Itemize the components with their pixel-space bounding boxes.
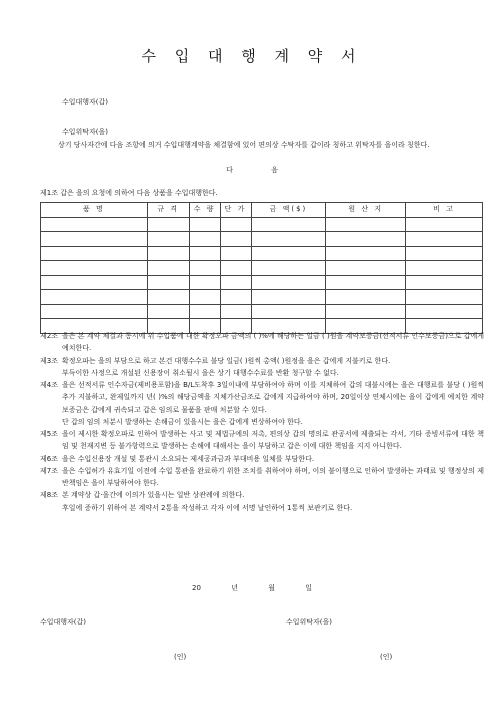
table-cell[interactable]	[251, 232, 326, 247]
table-cell[interactable]	[251, 261, 326, 276]
article-number: 제6조	[40, 454, 58, 463]
table-cell[interactable]	[189, 232, 220, 247]
table-cell[interactable]	[147, 261, 189, 276]
table-cell[interactable]	[406, 261, 483, 276]
seal-mark-b[interactable]: (인)	[380, 653, 393, 661]
date-year-label: 년	[231, 584, 238, 592]
table-cell[interactable]	[220, 304, 251, 319]
contract-date	[0, 584, 504, 593]
table-cell[interactable]	[326, 261, 406, 276]
table-cell[interactable]	[220, 261, 251, 276]
signature-party-b: 수입위탁자(을)	[286, 618, 333, 626]
table-cell[interactable]	[189, 246, 220, 261]
table-cell[interactable]	[220, 290, 251, 305]
table-cell[interactable]	[406, 217, 483, 232]
table-row	[41, 304, 483, 319]
document-title: 수 입 대 행 계 약 서	[141, 47, 363, 65]
header-qty: 수 량	[189, 203, 220, 218]
article-1: 제1조 갑은 을의 요청에 의하여 다음 상품을 수입대행한다.	[40, 189, 218, 197]
table-cell[interactable]	[326, 246, 406, 261]
article-number: 제4조	[40, 381, 58, 389]
table-cell[interactable]	[326, 304, 406, 319]
article-number: 제3조	[40, 356, 58, 365]
article-number: 제7조	[40, 466, 58, 475]
table-cell[interactable]	[326, 290, 406, 305]
table-cell[interactable]	[251, 217, 326, 232]
article-text: 을은 수입신용장 개설 및 통관시 소요되는 제세공과금과 부대비용 일체를 부담한다.	[62, 454, 315, 463]
article-text: 후일에 증하기 위하여 본 계약서 2통을 작성하고 각자 이에 서명 날인하여 1통씩 보관키로 한다.	[62, 503, 353, 512]
article-text: 을은 선적서류 인수자금(제비용포함)을 B/L도착후 3일이내에 부담하여야 하며 이를 지체하여 갑의 대불시에는 을은 대행료를 불당 ( )원씩 추가 지불하고, 완제일까지 년( )%의 해당금액을 지체가산금조로 갑에게 지급하여야 하며, 20일이상 연체시에는 을이 갑에게 예치한 계약보증금은 갑에게 귀속되고 갑은 임의로 물품을 판매 처분할 수 있다.	[62, 381, 484, 414]
table-cell[interactable]	[189, 275, 220, 290]
date-day-label: 일	[305, 584, 312, 592]
table-cell[interactable]	[406, 275, 483, 290]
article-6	[40, 453, 484, 465]
dagum-da: 다	[226, 166, 233, 174]
table-row	[41, 275, 483, 290]
table-cell[interactable]	[147, 217, 189, 232]
article-number	[40, 416, 62, 428]
header-origin: 원 산 지	[326, 203, 406, 218]
article-3	[40, 355, 484, 367]
article-number	[40, 367, 62, 379]
article-7	[40, 465, 484, 490]
article-text: 을은 수입허가 유효기일 이전에 수입 통관을 완료하기 위한 조치를 취하여야 하며, 이의 불이행으로 인하여 발생하는 과태료 및 행정상의 제반책임은 을이 부담하여야 한다.	[62, 466, 484, 487]
goods-table	[40, 202, 483, 334]
table-cell[interactable]	[41, 217, 148, 232]
article-4	[40, 379, 484, 416]
table-cell[interactable]	[220, 217, 251, 232]
articles-section	[40, 330, 484, 514]
table-cell[interactable]	[220, 275, 251, 290]
table-cell[interactable]	[251, 275, 326, 290]
table-cell[interactable]	[147, 246, 189, 261]
article-text: 부득이한 사정으로 개설된 신용장이 취소될시 을은 상기 대행수수료를 반환 청구할 수 없다.	[62, 368, 339, 377]
header-spec: 규 격	[147, 203, 189, 218]
table-row	[41, 246, 483, 261]
article-text: 본 계약상 갑·을간에 이의가 있을시는 일반 상관례에 의한다.	[62, 491, 245, 500]
article-2	[40, 330, 484, 355]
header-unit-price: 단 가	[220, 203, 251, 218]
intro-paragraph: 상기 당사자간에 다음 조항에 의거 수입대행계약을 체결함에 있어 편의상 수탁자를 갑이라 칭하고 위탁자를 을이라 칭한다.	[58, 141, 430, 149]
seal-mark-a[interactable]: (인)	[174, 653, 187, 661]
table-row	[41, 261, 483, 276]
table-cell[interactable]	[251, 304, 326, 319]
dagum-heading	[0, 166, 504, 175]
date-month-label: 월	[268, 584, 275, 592]
article-text: 확정오파는 을의 부담으로 하고 본건 대행수수료 불당 일금( )원씩 총액( )원정을 을은 갑에게 지불키로 한다.	[62, 356, 391, 365]
table-cell[interactable]	[147, 275, 189, 290]
table-cell[interactable]	[41, 261, 148, 276]
table-cell[interactable]	[326, 275, 406, 290]
table-row	[41, 217, 483, 232]
table-cell[interactable]	[189, 217, 220, 232]
table-cell[interactable]	[41, 304, 148, 319]
table-cell[interactable]	[189, 261, 220, 276]
table-cell[interactable]	[41, 290, 148, 305]
party-b-label: 수입위탁자(을)	[62, 128, 109, 136]
table-cell[interactable]	[41, 232, 148, 247]
goods-table-header	[41, 203, 483, 218]
table-cell[interactable]	[326, 217, 406, 232]
article-number: 제2조	[40, 332, 58, 340]
table-cell[interactable]	[147, 232, 189, 247]
article-4-note	[40, 416, 484, 428]
table-cell[interactable]	[41, 246, 148, 261]
table-cell[interactable]	[406, 290, 483, 305]
article-number: 제5조	[40, 430, 58, 438]
article-number: 제8조	[40, 491, 58, 500]
table-cell[interactable]	[147, 290, 189, 305]
article-3-note	[40, 367, 484, 379]
article-text: 단 갑의 임의 처분시 발생하는 손해금이 있을시는 을은 갑에게 변상하여야 한다.	[62, 417, 303, 426]
article-text: 을이 제시한 확정오파로 인하여 발생하는 사고 및 제법규에의 저촉, 편의상 갑의 명의로 관공서에 제출되는 각서, 기타 증빙서류에 대한 책임 및 천재지변 등 불가항력으로 발생하는 손해에 대해서는 을이 부담하고 갑은 이에 대한 책임을 지지 아니한다.	[62, 430, 484, 451]
table-cell[interactable]	[189, 290, 220, 305]
table-cell[interactable]	[41, 275, 148, 290]
article-text: 을은 본 계약 체결과 동시에 위 수입품에 대한 확정오파 금액의 ( )%에 해당하는 일금 ( )원을 계약보증금(선적서류 인수보증금)으로 갑에게 예치한다.	[62, 332, 484, 353]
table-row	[41, 232, 483, 247]
header-amount: 금 액($)	[251, 203, 326, 218]
table-cell[interactable]	[406, 246, 483, 261]
table-cell[interactable]	[220, 232, 251, 247]
party-a-label: 수입대행자(갑)	[62, 98, 109, 106]
article-number	[40, 502, 62, 514]
table-cell[interactable]	[189, 304, 220, 319]
table-cell[interactable]	[220, 246, 251, 261]
date-year[interactable]: 20	[192, 584, 201, 592]
article-5	[40, 428, 484, 453]
signature-party-a: 수입대행자(갑)	[40, 618, 87, 626]
article-8	[40, 489, 484, 501]
closing-statement	[40, 502, 484, 514]
table-cell[interactable]	[147, 304, 189, 319]
table-cell[interactable]	[251, 246, 326, 261]
table-row	[41, 290, 483, 305]
table-cell[interactable]	[406, 232, 483, 247]
header-remarks: 비 고	[406, 203, 483, 218]
table-cell[interactable]	[251, 290, 326, 305]
dagum-eum: 음	[271, 166, 278, 174]
table-cell[interactable]	[406, 304, 483, 319]
header-item: 품 명	[41, 203, 148, 218]
table-cell[interactable]	[326, 232, 406, 247]
